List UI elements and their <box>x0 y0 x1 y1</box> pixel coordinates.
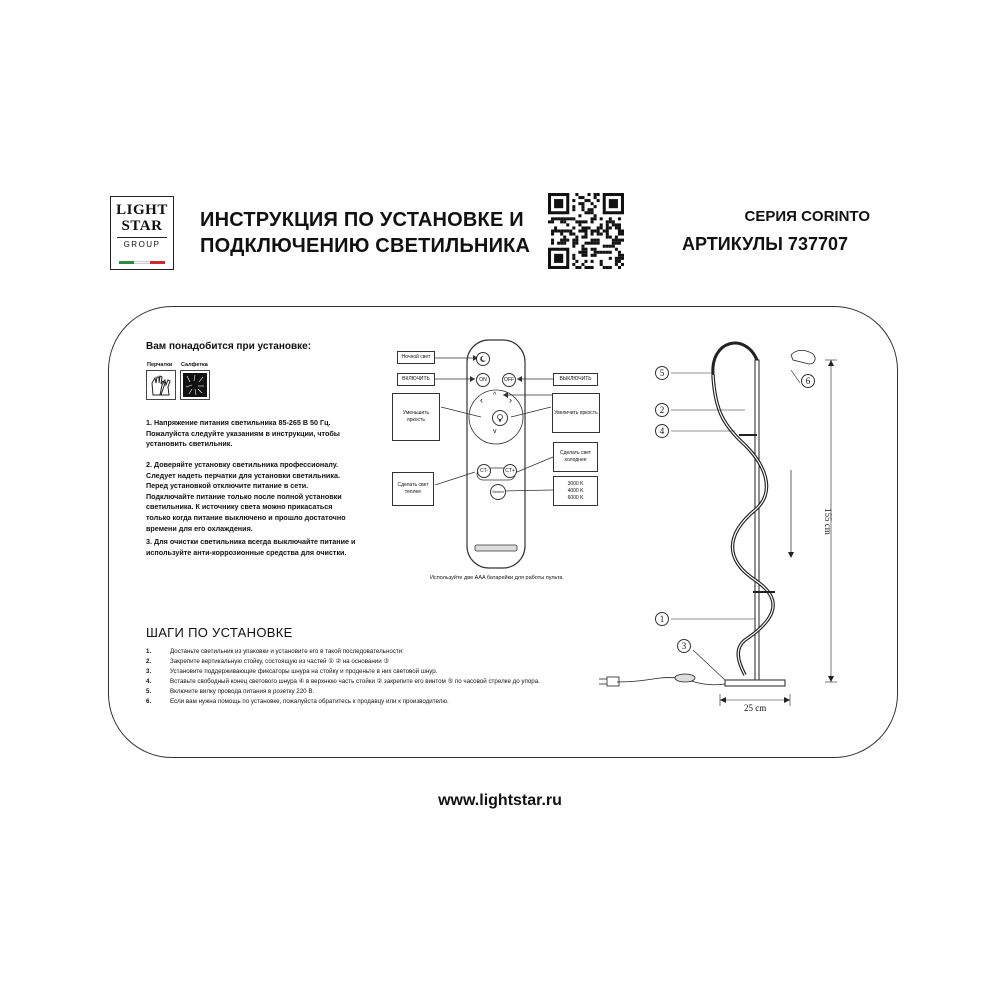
logo-word-star: STAR <box>121 218 163 234</box>
warmer-light-label: Сделать свет теплее <box>392 472 434 506</box>
step-number: 4. <box>146 678 152 685</box>
ct-minus-button[interactable]: CT- <box>477 464 491 478</box>
down-arrow-button[interactable]: v <box>493 428 497 435</box>
cloth-icon <box>180 370 210 400</box>
off-button[interactable]: OFF <box>502 373 516 387</box>
step-number: 6. <box>146 698 152 705</box>
left-arrow-button[interactable]: ‹ <box>480 395 483 405</box>
step-text: Вставьте свободный конец светового шнура ④ в верхнюю часть стойки ② закрепите его винтом ⑤ по часовой стрелке до упора. <box>170 678 540 685</box>
requirements-title: Вам понадобится при установке: <box>146 341 312 352</box>
battery-note: Используйте две AAA батарейки для работы пульта <box>430 575 563 581</box>
qr-code-icon <box>548 193 624 269</box>
ct-plus-button[interactable]: CT+ <box>503 464 517 478</box>
website-link[interactable]: www.lightstar.ru <box>438 792 562 809</box>
gloves-label: Перчатки <box>147 362 173 368</box>
on-button[interactable]: ON <box>476 373 490 387</box>
steps-title: ШАГИ ПО УСТАНОВКЕ <box>146 625 293 640</box>
callout-3: 3 <box>677 639 691 653</box>
section-button[interactable]: Section <box>490 484 506 500</box>
colder-light-label: Сделать свет холоднее <box>553 442 598 472</box>
step-number: 3. <box>146 668 152 675</box>
night-light-label: Ночной свет <box>397 351 435 364</box>
callout-4: 4 <box>655 424 669 438</box>
series-name: СЕРИЯ CORINTO <box>744 208 870 225</box>
width-dimension-label: 25 cm <box>744 703 767 713</box>
step-text: Если вам нужна помощь по установке, пожалуйста обратитесь к продавцу или к производителю. <box>170 698 449 705</box>
step-number: 5. <box>146 688 152 695</box>
on-label: ВКЛЮЧИТЬ <box>397 373 435 386</box>
callout-6: 6 <box>801 374 815 388</box>
decrease-brightness-label: Уменьшить яркость <box>392 393 440 441</box>
moon-icon <box>479 355 487 363</box>
cloth-label: Салфетка <box>181 362 208 368</box>
step-text: Закрепите вертикальную стойку, состоящую из частей ① ② на основании ③ <box>170 658 389 665</box>
logo-word-light: LIGHT <box>116 202 168 218</box>
callout-2: 2 <box>655 403 669 417</box>
color-temperature-label: 3000 K 4000 K 6000 K <box>553 476 598 506</box>
step-text: Установите поддерживающие фиксаторы шнура на стойку и проденьте в них световой шнур. <box>170 668 438 675</box>
brightness-center-button[interactable] <box>492 410 508 426</box>
step-number: 1. <box>146 648 152 655</box>
step-text: Включите вилку провода питания в розетку 220 В. <box>170 688 315 695</box>
italian-flag-icon <box>119 261 165 264</box>
callout-1: 1 <box>655 612 669 626</box>
gloves-icon <box>146 370 176 400</box>
increase-brightness-label: Увеличить яркость <box>552 393 600 433</box>
requirement-paragraph-1: 1. Напряжение питания светильника 85-265 В 50 Гц. Пожалуйста следуйте указаниям в инструкции, чтобы установить светильник. <box>146 418 340 449</box>
requirement-paragraph-2: 2. Доверяйте установку светильника профессионалу. Следует надеть перчатки для установки светильника. Перед установкой отключите питание в сети. Подключайте питание только после полной установки светильника. К источнику света можно прикасаться только когда питание выключено и прошло достаточно времени для его охлаждения. <box>146 460 346 533</box>
article-number: АРТИКУЛЫ 737707 <box>682 234 848 254</box>
step-text: Достаньте светильник из упаковки и установите его в такой последовательности: <box>170 648 404 655</box>
height-dimension-label: 155 cm <box>823 508 833 535</box>
lightbulb-icon <box>495 413 505 423</box>
night-light-button[interactable] <box>476 352 490 366</box>
step-number: 2. <box>146 658 152 665</box>
up-arrow-button[interactable]: ^ <box>493 392 497 399</box>
callout-5: 5 <box>655 366 669 380</box>
document-title: ИНСТРУКЦИЯ ПО УСТАНОВКЕ И ПОДКЛЮЧЕНИЮ СВЕТИЛЬНИКА <box>200 209 531 257</box>
requirement-paragraph-3: 3. Для очистки светильника всегда выключайте питание и используйте анти-коррозионные средства для очистки. <box>146 537 356 557</box>
right-arrow-button[interactable]: › <box>509 395 512 405</box>
brand-logo <box>110 196 174 270</box>
logo-word-group: GROUP <box>123 240 161 249</box>
off-label: ВЫКЛЮЧИТЬ <box>553 373 598 386</box>
